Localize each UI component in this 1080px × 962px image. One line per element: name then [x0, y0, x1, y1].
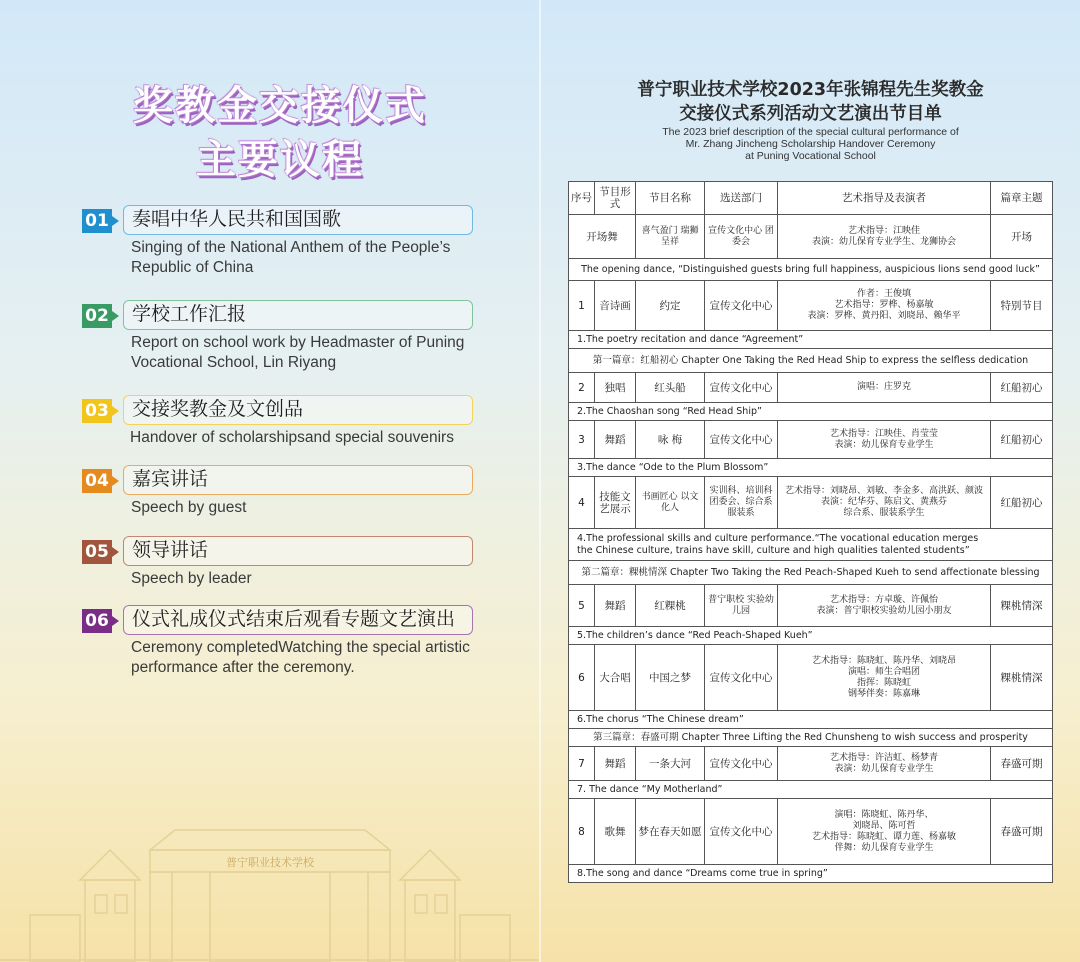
- cell-name: 红头船: [636, 373, 705, 403]
- cell-form: 音诗画: [595, 281, 636, 331]
- cell-form: 舞蹈: [595, 421, 636, 459]
- cell-name: 中国之梦: [636, 645, 705, 711]
- cell-theme: 红船初心: [991, 421, 1053, 459]
- cell-dept: 宣传文化中心: [705, 799, 778, 865]
- cell-dept: 宣传文化中心: [705, 373, 778, 403]
- cell-credits: 演唱：庄罗克: [778, 373, 991, 403]
- agenda-panel: [0, 0, 539, 962]
- cell-no: 2: [569, 373, 595, 403]
- agenda-english-label: Speech by leader: [131, 570, 252, 587]
- program-panel: [541, 0, 1080, 962]
- table-row: [569, 477, 1053, 529]
- cell-credits: 演唱：陈晓虹、陈丹华、 刘晓昂、陈可哲 艺术指导：陈晓虹、谭力莲、杨嘉敏 伴舞：幼儿保育专业学生: [778, 799, 991, 865]
- agenda-chinese-label: 交接奖教金及文创品: [123, 395, 473, 425]
- agenda-chinese-label: 奏唱中华人民共和国国歌: [123, 205, 473, 235]
- cell-theme: 开场: [991, 215, 1053, 259]
- header-cell: 节目形式: [595, 182, 636, 215]
- program-table: [568, 181, 1053, 883]
- cell-name: 红粿桃: [636, 585, 705, 627]
- table-row: [569, 799, 1053, 865]
- agenda-chinese-label: 仪式礼成仪式结束后观看专题文艺演出: [123, 605, 473, 635]
- cell-form: 歌舞: [595, 799, 636, 865]
- cell-credits: 艺术指导：江映佳 表演：幼儿保育专业学生、龙狮协会: [778, 215, 991, 259]
- chapter-heading: 第一篇章：红船初心 Chapter One Taking the Red Head Ship to express the selfless dedication: [569, 349, 1053, 373]
- cell-no: 5: [569, 585, 595, 627]
- header-cell: 艺术指导及表演者: [778, 182, 991, 215]
- cell-form: 开场舞: [569, 215, 636, 259]
- agenda-title-line1: 奖教金交接仪式: [133, 83, 427, 129]
- program-title-line2: 交接仪式系列活动文艺演出节目单: [679, 104, 942, 124]
- cell-dept: 宣传文化中心 团委会: [705, 215, 778, 259]
- cell-theme: 粿桃情深: [991, 585, 1053, 627]
- cell-name: 书画匠心 以文化人: [636, 477, 705, 529]
- header-cell: 节目名称: [636, 182, 705, 215]
- cell-no: 7: [569, 747, 595, 781]
- row-english-note: The opening dance, “Distinguished guests bring full happiness, auspicious lions send good luck”: [569, 259, 1053, 281]
- table-row: [569, 747, 1053, 781]
- row-english-note: 6.The chorus “The Chinese dream”: [569, 711, 1053, 729]
- cell-form: 独唱: [595, 373, 636, 403]
- cell-form: 舞蹈: [595, 747, 636, 781]
- agenda-english-label: Speech by guest: [131, 499, 247, 516]
- header-cell: 选送部门: [705, 182, 778, 215]
- cell-form: 大合唱: [595, 645, 636, 711]
- chapter-heading: 第三篇章：春盛可期 Chapter Three Lifting the Red Chunsheng to wish success and prosperity: [569, 729, 1053, 747]
- cell-dept: 实训科、培训科 团委会、综合系 服装系: [705, 477, 778, 529]
- table-row: [569, 645, 1053, 711]
- table-row: [569, 215, 1053, 259]
- school-gate-illustration: [0, 820, 539, 962]
- cell-name: 约定: [636, 281, 705, 331]
- table-row: [569, 281, 1053, 331]
- table-row: [569, 373, 1053, 403]
- row-english-note: 8.The song and dance “Dreams come true in spring”: [569, 865, 1053, 883]
- cell-credits: 艺术指导：江映佳、肖莹莹 表演：幼儿保育专业学生: [778, 421, 991, 459]
- cell-theme: 春盛可期: [991, 799, 1053, 865]
- cell-no: 3: [569, 421, 595, 459]
- cell-theme: 红船初心: [991, 373, 1053, 403]
- cell-credits: 艺术指导：陈晓虹、陈丹华、刘晓昂 演唱：师生合唱团 指挥：陈晓虹 钢琴伴奏：陈嘉琳: [778, 645, 991, 711]
- row-english-note: 2.The Chaoshan song “Red Head Ship”: [569, 403, 1053, 421]
- agenda-chinese-label: 嘉宾讲话: [123, 465, 473, 495]
- row-english-note: 4.The professional skills and culture performance.“The vocational education merges the Chinese culture, trains have skill, culture and high qualities talented students”: [569, 529, 1053, 561]
- program-subtitle-line1: The 2023 brief description of the special cultural performance of: [662, 126, 959, 138]
- cell-no: 6: [569, 645, 595, 711]
- cell-theme: 粿桃情深: [991, 645, 1053, 711]
- table-row: [569, 421, 1053, 459]
- header-cell: 篇章主题: [991, 182, 1053, 215]
- agenda-english-label: Ceremony completedWatching the special artistic performance after the ceremony.: [131, 639, 470, 676]
- cell-no: 1: [569, 281, 595, 331]
- cell-name: 梦在春天如愿: [636, 799, 705, 865]
- cell-theme: 特别节目: [991, 281, 1053, 331]
- agenda-chinese-label: 领导讲话: [123, 536, 473, 566]
- row-english-note: 7. The dance “My Motherland”: [569, 781, 1053, 799]
- cell-name: 咏 梅: [636, 421, 705, 459]
- chapter-heading: 第二篇章：粿桃情深 Chapter Two Taking the Red Peach-Shaped Kueh to send affectionate blessing: [569, 561, 1053, 585]
- table-row: [569, 585, 1053, 627]
- agenda-number-badge: 02: [82, 304, 112, 328]
- row-english-note: 5.The children’s dance “Red Peach-Shaped Kueh”: [569, 627, 1053, 645]
- agenda-english-label: Report on school work by Headmaster of Puning Vocational School, Lin Riyang: [131, 334, 465, 371]
- cell-credits: 艺术指导：许洁虹、杨梦青 表演：幼儿保育专业学生: [778, 747, 991, 781]
- cell-no: 8: [569, 799, 595, 865]
- row-english-note: 3.The dance “Ode to the Plum Blossom”: [569, 459, 1053, 477]
- row-english-note: 1.The poetry recitation and dance “Agreement”: [569, 331, 1053, 349]
- agenda-number-badge: 06: [82, 609, 112, 633]
- agenda-number-badge: 05: [82, 540, 112, 564]
- cell-theme: 红船初心: [991, 477, 1053, 529]
- cell-form: 技能文艺展示: [595, 477, 636, 529]
- table-header-row: [569, 182, 1053, 215]
- agenda-number-badge: 03: [82, 399, 112, 423]
- cell-dept: 宣传文化中心: [705, 645, 778, 711]
- cell-theme: 春盛可期: [991, 747, 1053, 781]
- header-cell: 序号: [569, 182, 595, 215]
- program-subtitle-line2: Mr. Zhang Jincheng Scholarship Handover Ceremony: [685, 138, 936, 150]
- cell-form: 舞蹈: [595, 585, 636, 627]
- cell-dept: 宣传文化中心: [705, 421, 778, 459]
- gate-sign-text: 普宁职业技术学校: [226, 856, 314, 869]
- cell-name: 喜气盈门 瑞狮呈祥: [636, 215, 705, 259]
- agenda-english-label: Handover of scholarshipsand special souvenirs: [130, 429, 454, 446]
- cell-credits: 艺术指导：方卓璇、许佩怡 表演：普宁职校实验幼儿园小朋友: [778, 585, 991, 627]
- cell-credits: 作者：王俊填 艺术指导：罗桦、杨嘉敏 表演：罗桦、黄丹阳、刘晓昂、赖华平: [778, 281, 991, 331]
- cell-credits: 艺术指导：刘晓昂、刘敏、李金多、高洪跃、颜波 表演：纪华芬、陈启文、黄燕芬 综合系、服装系学生: [778, 477, 991, 529]
- agenda-title-line2: 主要议程: [196, 137, 364, 183]
- agenda-number-badge: 01: [82, 209, 112, 233]
- agenda-chinese-label: 学校工作汇报: [123, 300, 473, 330]
- cell-name: 一条大河: [636, 747, 705, 781]
- program-title-line1: 普宁职业技术学校2023年张锦程先生奖教金: [637, 80, 984, 100]
- agenda-number-badge: 04: [82, 469, 112, 493]
- cell-dept: 宣传文化中心: [705, 281, 778, 331]
- cell-dept: 宣传文化中心: [705, 747, 778, 781]
- cell-dept: 普宁职校 实验幼儿园: [705, 585, 778, 627]
- agenda-english-label: Singing of the National Anthem of the People’s Republic of China: [131, 239, 451, 276]
- cell-no: 4: [569, 477, 595, 529]
- program-subtitle-line3: at Puning Vocational School: [745, 150, 876, 162]
